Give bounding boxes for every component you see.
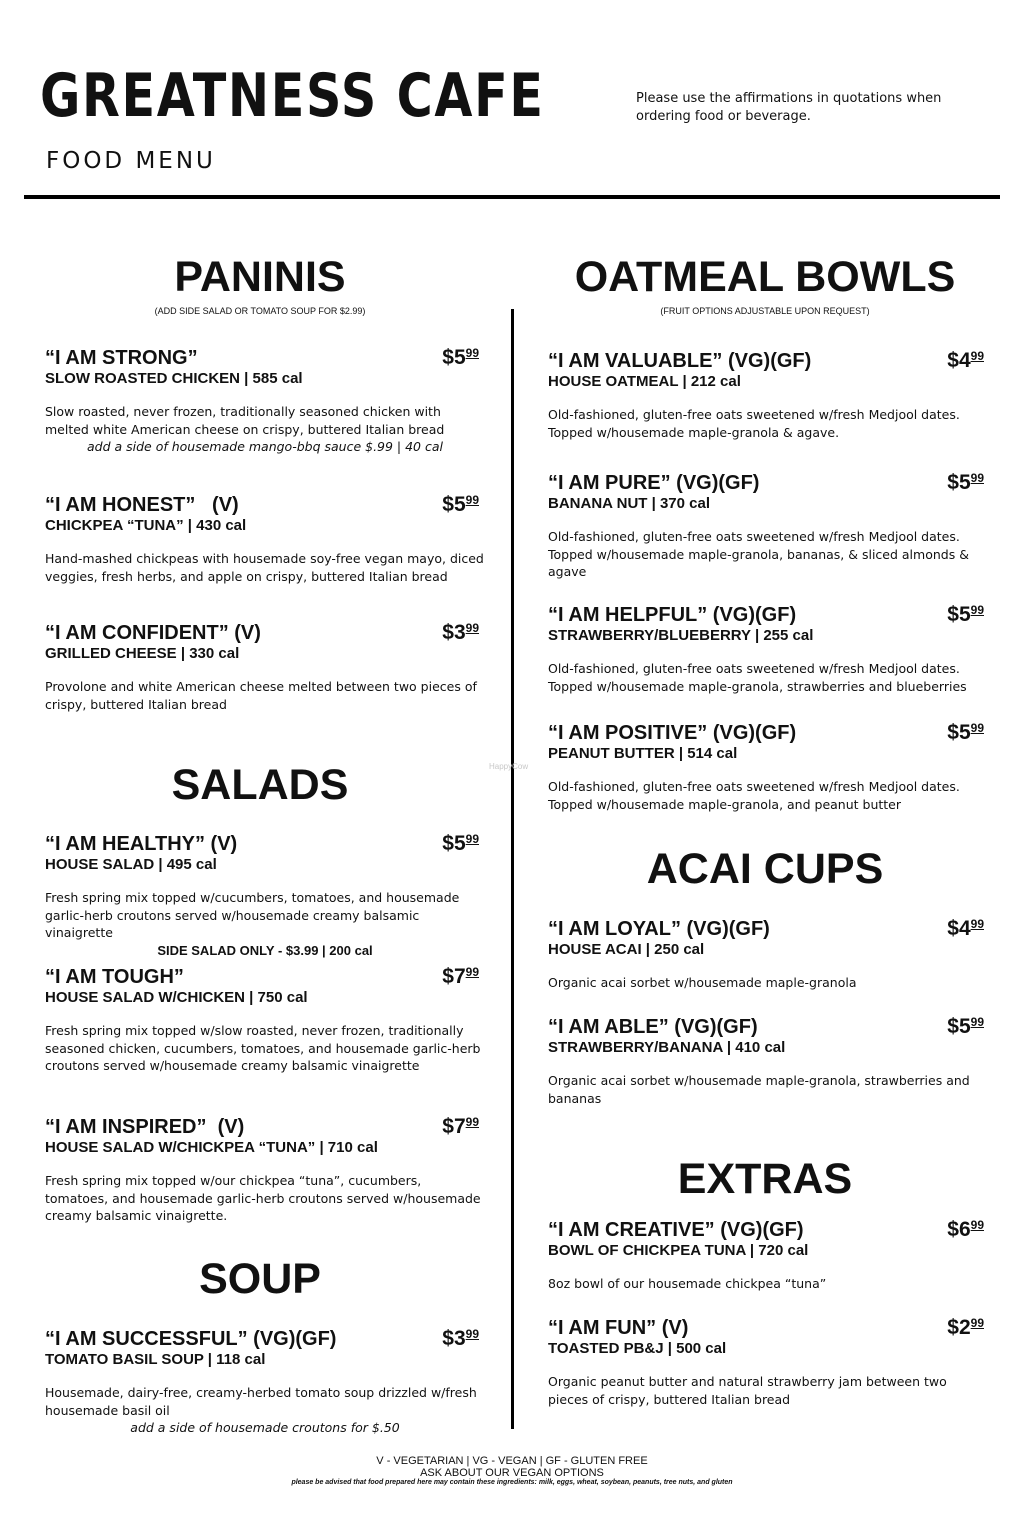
section-title-acai-cups: ACAI CUPS	[646, 845, 884, 893]
item-name: “I AM TOUGH”	[45, 966, 184, 988]
diet-legend: V - VEGETARIAN | VG - VEGAN | GF - GLUTEN FREE	[376, 1455, 648, 1467]
item-subtitle: HOUSE SALAD W/CHICKEN | 750 cal	[45, 989, 308, 1006]
item-description: Fresh spring mix topped w/our chickpea “tuna”, cucumbers, tomatoes, and housemade garlic-herb croutons served w/housemade creamy balsamic vinaigrette.	[45, 1173, 481, 1223]
menu-item-i-am-successful	[45, 1328, 485, 1437]
item-description: 8oz bowl of our housemade chickpea “tuna”	[548, 1276, 827, 1291]
item-addon-note: add a side of housemade mango-bbq sauce $.99 | 40 cal	[86, 439, 443, 454]
item-subtitle: STRAWBERRY/BLUEBERRY | 255 cal	[548, 627, 814, 644]
item-subtitle: HOUSE SALAD | 495 cal	[45, 856, 217, 873]
item-description: Hand-mashed chickpeas with housemade soy-free vegan mayo, diced veggies, fresh herbs, and apple on crispy, buttered Italian bread	[45, 551, 484, 584]
menu-item-i-am-positive	[548, 722, 990, 813]
item-name: “I AM POSITIVE” (VG)(GF)	[548, 722, 797, 744]
item-price: $\$6^{99}$	[947, 1218, 984, 1241]
menu-item-i-am-healthy	[45, 833, 485, 959]
menu-subtitle: FOOD MENU	[46, 148, 216, 174]
item-price: $\$5^{99}$	[947, 721, 984, 744]
item-subtitle: BANANA NUT | 370 cal	[548, 495, 711, 512]
item-addon-note: add a side of housemade croutons for $.50	[130, 1420, 400, 1435]
item-price: $\$4^{99}$	[947, 917, 984, 940]
item-name: “I AM LOYAL” (VG)(GF)	[548, 918, 770, 940]
item-name: “I AM ABLE” (VG)(GF)	[548, 1016, 758, 1038]
item-subtitle: PEANUT BUTTER | 514 cal	[548, 745, 738, 762]
item-subtitle: GRILLED CHEESE | 330 cal	[45, 645, 240, 662]
menu-item-i-am-strong	[45, 347, 485, 456]
item-name: “I AM VALUABLE” (VG)(GF)	[548, 350, 812, 372]
item-description: Organic peanut butter and natural strawberry jam between two pieces of crispy, buttered Italian bread	[548, 1374, 947, 1407]
section-title-paninis: PANINIS	[174, 253, 346, 301]
item-price: $\$3^{99}$	[442, 1327, 479, 1350]
item-description: Provolone and white American cheese melted between two pieces of crispy, buttered Italian bread	[45, 679, 477, 712]
item-subtitle: STRAWBERRY/BANANA | 410 cal	[548, 1039, 786, 1056]
menu-item-i-am-tough	[45, 966, 485, 1075]
item-price: $\$2^{99}$	[947, 1316, 984, 1339]
menu-item-i-am-loyal	[548, 918, 990, 992]
item-description: Fresh spring mix topped w/slow roasted, never frozen, traditionally seasoned chicken, cucumbers, tomatoes, and housemade garlic-herb croutons served w/housemade creamy balsamic vinaigrette	[45, 1023, 481, 1073]
item-price: $\$5^{99}$	[442, 832, 479, 855]
item-name: “I AM HELPFUL” (VG)(GF)	[548, 604, 797, 626]
item-price: $\$4^{99}$	[947, 349, 984, 372]
item-price: $\$7^{99}$	[442, 965, 479, 988]
item-subtitle: BOWL OF CHICKPEA TUNA | 720 cal	[548, 1242, 809, 1259]
ordering-note: Please use the affirmations in quotations when ordering food or beverage.	[636, 91, 942, 124]
side-salad-note: SIDE SALAD ONLY - $3.99 | 200 cal	[157, 942, 373, 958]
section-title-salads: SALADS	[171, 761, 349, 809]
section-title-soup: SOUP	[199, 1255, 321, 1303]
menu-item-i-am-inspired	[45, 1116, 485, 1225]
item-subtitle: HOUSE ACAI | 250 cal	[548, 941, 705, 958]
allergen-note: please be advised that food prepared here may contain these ingredients: milk, eggs, wheat, soybean, peanuts, tree nuts, and gluten	[291, 1479, 733, 1486]
item-description: Old-fashioned, gluten-free oats sweetened w/fresh Medjool dates. Topped w/housemade maple-granola, and peanut butter	[548, 779, 960, 812]
item-subtitle: HOUSE SALAD W/CHICKPEA “TUNA” | 710 cal	[45, 1139, 378, 1156]
item-subtitle: CHICKPEA “TUNA” | 430 cal	[45, 517, 247, 534]
item-price: $\$5^{99}$	[442, 346, 479, 369]
item-description: Housemade, dairy-free, creamy-herbed tomato soup drizzled w/fresh housemade basil oil	[45, 1385, 477, 1418]
menu-item-i-am-helpful	[548, 604, 990, 695]
item-name: “I AM PURE” (VG)(GF)	[548, 472, 760, 494]
menu-item-i-am-valuable	[548, 350, 990, 441]
menu-item-i-am-honest	[45, 494, 485, 585]
item-price: $\$5^{99}$	[947, 471, 984, 494]
menu-item-i-am-able	[548, 1016, 990, 1107]
item-description: Old-fashioned, gluten-free oats sweetened w/fresh Medjool dates. Topped w/housemade maple-granola & agave.	[548, 407, 960, 440]
item-description: Organic acai sorbet w/housemade maple-granola	[548, 975, 857, 990]
item-name: “I AM HEALTHY” (V)	[45, 833, 238, 855]
header-divider	[24, 195, 1000, 199]
item-name: “I AM FUN” (V)	[548, 1317, 689, 1339]
item-name: “I AM CREATIVE” (VG)(GF)	[548, 1219, 804, 1241]
item-name: “I AM CONFIDENT” (V)	[45, 622, 261, 644]
item-subtitle: TOASTED PB&J | 500 cal	[548, 1340, 727, 1357]
item-price: $\$7^{99}$	[442, 1115, 479, 1138]
menu-item-i-am-creative	[548, 1219, 990, 1293]
item-price: $\$5^{99}$	[947, 603, 984, 626]
section-title-extras: EXTRAS	[677, 1155, 853, 1203]
item-name: “I AM SUCCESSFUL” (VG)(GF)	[45, 1328, 337, 1350]
item-description: Old-fashioned, gluten-free oats sweetened w/fresh Medjool dates. Topped w/housemade maple-granola, strawberries and blueberries	[548, 661, 967, 694]
item-price: $\$5^{99}$	[947, 1015, 984, 1038]
section-note-paninis: (ADD SIDE SALAD OR TOMATO SOUP FOR $2.99)	[154, 306, 366, 316]
cafe-title: GREATNESS CAFE	[40, 61, 545, 131]
vegan-options-note: ASK ABOUT OUR VEGAN OPTIONS	[420, 1467, 604, 1479]
menu-item-i-am-pure	[548, 472, 990, 581]
menu-item-i-am-confident	[45, 622, 485, 713]
item-name: “I AM INSPIRED” (V)	[45, 1116, 245, 1138]
item-subtitle: HOUSE OATMEAL | 212 cal	[548, 373, 741, 390]
item-name: “I AM STRONG”	[45, 347, 198, 369]
item-price: $\$5^{99}$	[442, 493, 479, 516]
item-price: $\$3^{99}$	[442, 621, 479, 644]
column-divider	[511, 309, 514, 1429]
item-name: “I AM HONEST” (V)	[45, 494, 239, 516]
item-description: Fresh spring mix topped w/cucumbers, tomatoes, and housemade garlic-herb croutons served w/housemade creamy balsamic vinaigrette	[45, 890, 460, 940]
item-description: Slow roasted, never frozen, traditionally seasoned chicken with melted white American cheese on crispy, buttered Italian bread	[45, 404, 445, 437]
item-description: Organic acai sorbet w/housemade maple-granola, strawberries and bananas	[548, 1073, 970, 1106]
menu-item-i-am-fun	[548, 1317, 990, 1408]
item-subtitle: TOMATO BASIL SOUP | 118 cal	[45, 1351, 266, 1368]
item-subtitle: SLOW ROASTED CHICKEN | 585 cal	[45, 370, 303, 387]
section-note-oatmeal: (FRUIT OPTIONS ADJUSTABLE UPON REQUEST)	[660, 306, 870, 316]
section-title-oatmeal-bowls: OATMEAL BOWLS	[574, 253, 956, 301]
item-description: Old-fashioned, gluten-free oats sweetened w/fresh Medjool dates. Topped w/housemade maple-granola, bananas, & sliced almonds & agave	[548, 529, 969, 579]
watermark-logo: HappyCow	[489, 762, 529, 771]
